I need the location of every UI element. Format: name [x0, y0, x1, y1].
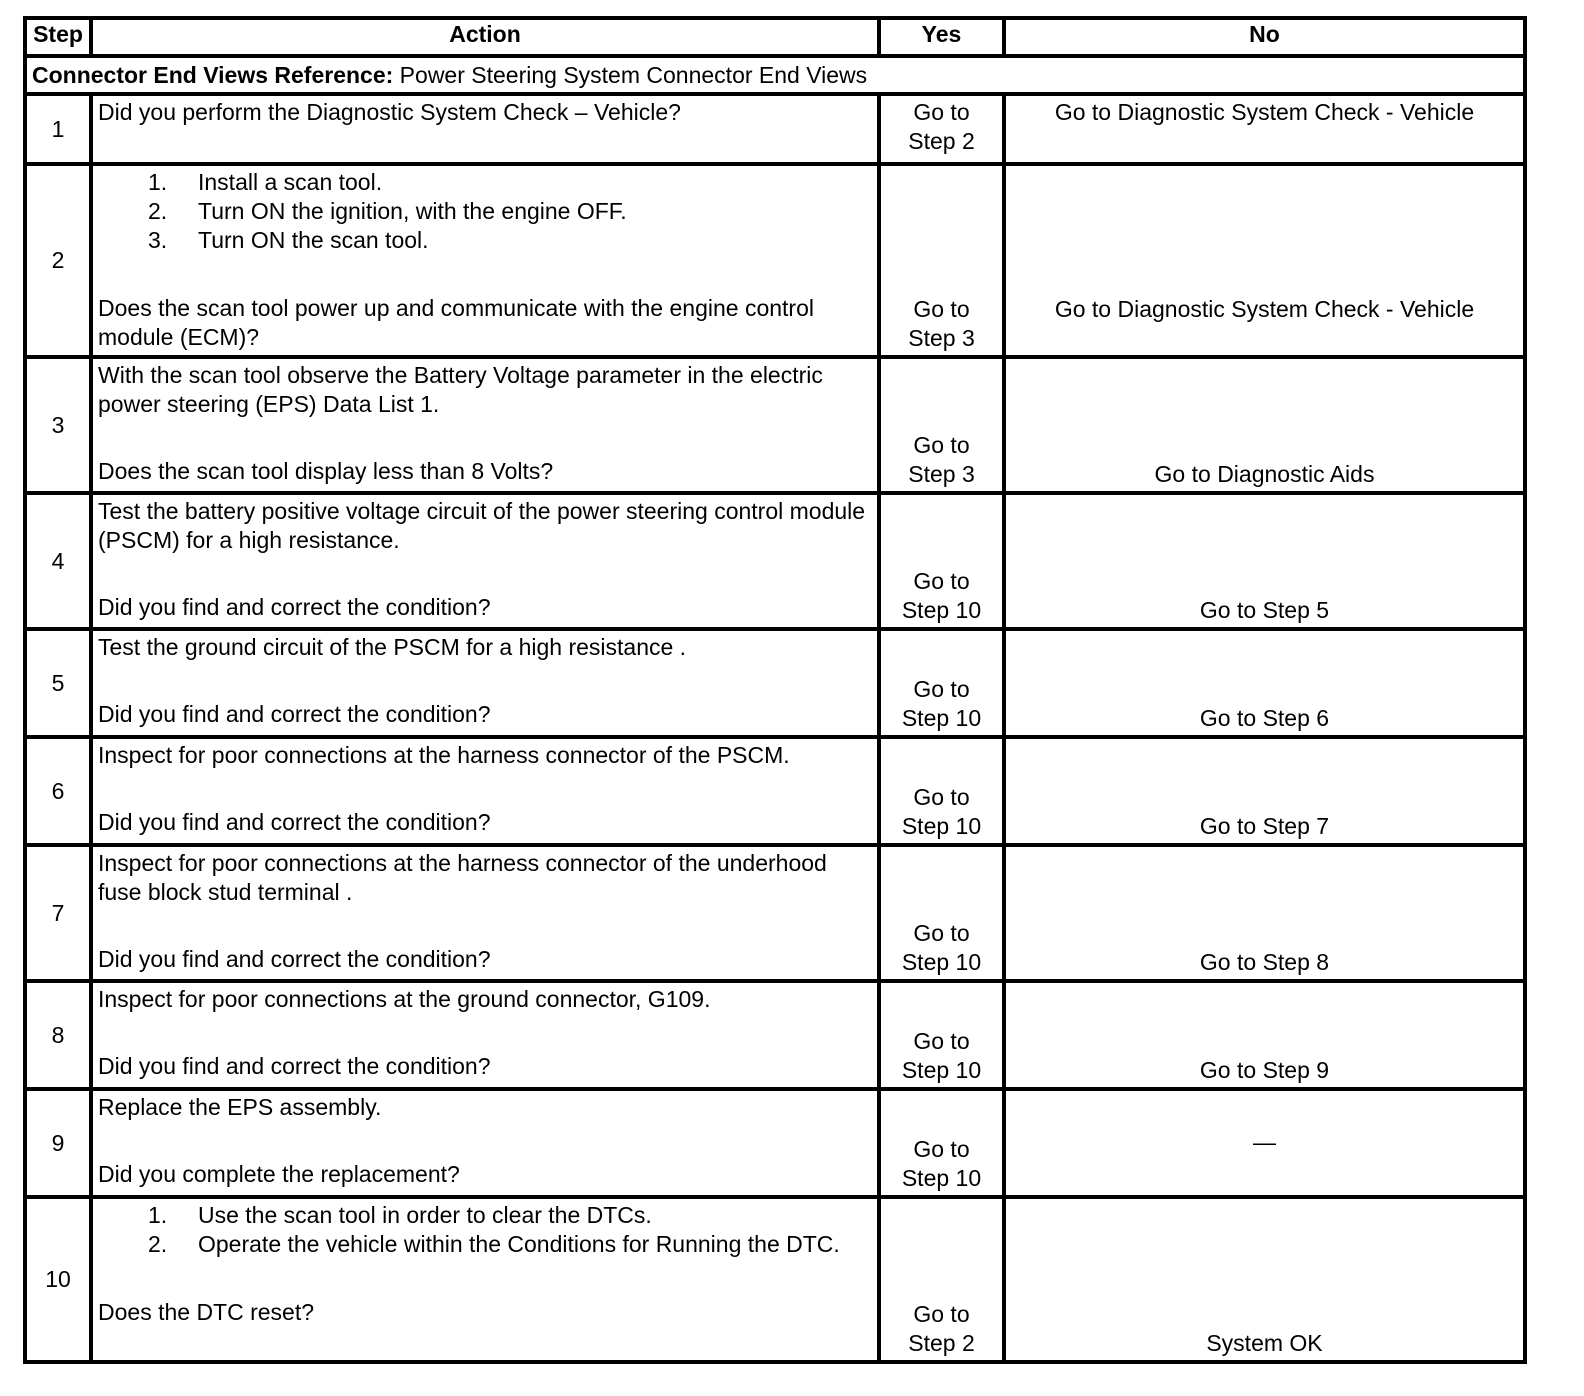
action-question: Does the DTC reset?	[98, 1299, 315, 1325]
list-item-number: 2.	[148, 198, 168, 224]
action-cell	[91, 845, 879, 981]
list-item-number: 2.	[148, 1231, 168, 1257]
table-row	[25, 981, 1525, 1089]
yes-line-2: Step 10	[901, 597, 982, 623]
action-question: Did you perform the Diagnostic System Check – Vehicle?	[98, 99, 681, 125]
yes-line-2: Step 2	[908, 128, 975, 154]
action-cell	[91, 164, 879, 357]
action-instruction: Inspect for poor connections at the ground connector, G109.	[98, 986, 711, 1012]
action-question: Did you find and correct the condition?	[98, 946, 491, 972]
yes-line-1: Go to	[913, 784, 970, 810]
no-cell: —	[1004, 1089, 1525, 1197]
action-question: Did you find and correct the condition?	[98, 594, 491, 620]
yes-cell	[879, 493, 1004, 629]
action-cell	[91, 629, 879, 737]
no-cell: Go to Step 6	[1004, 629, 1525, 737]
action-instruction: Replace the EPS assembly.	[98, 1094, 382, 1120]
action-cell	[91, 981, 879, 1089]
yes-line-2: Step 10	[901, 949, 982, 975]
yes-cell	[879, 629, 1004, 737]
table-row	[25, 737, 1525, 845]
yes-line-1: Go to	[913, 920, 970, 946]
instruction-list	[98, 168, 871, 255]
step-number: 6	[25, 737, 91, 845]
step-number: 10	[25, 1197, 91, 1362]
header-step: Step	[25, 18, 91, 56]
yes-cell	[879, 1089, 1004, 1197]
list-item	[98, 1201, 871, 1230]
table-row	[25, 493, 1525, 629]
yes-cell	[879, 164, 1004, 357]
action-cell	[91, 493, 879, 629]
table-row	[25, 845, 1525, 981]
step-number: 2	[25, 164, 91, 357]
list-item-number: 3.	[148, 227, 168, 253]
action-instruction: Inspect for poor connections at the harness connector of the underhood fuse block stud terminal .	[98, 850, 827, 905]
reference-row	[25, 56, 1525, 94]
yes-line-1: Go to	[913, 676, 970, 702]
no-cell: System OK	[1004, 1197, 1525, 1362]
yes-line-2: Step 3	[908, 461, 975, 487]
header-no: No	[1004, 18, 1525, 56]
step-number: 8	[25, 981, 91, 1089]
yes-line-2: Step 10	[901, 705, 982, 731]
list-item-text: Use the scan tool in order to clear the DTCs.	[198, 1202, 652, 1228]
no-cell: Go to Diagnostic System Check - Vehicle	[1004, 94, 1525, 164]
no-cell: Go to Step 8	[1004, 845, 1525, 981]
list-item	[98, 226, 871, 255]
table-row	[25, 1089, 1525, 1197]
no-cell: Go to Step 5	[1004, 493, 1525, 629]
yes-cell	[879, 357, 1004, 493]
action-cell	[91, 737, 879, 845]
table-row	[25, 629, 1525, 737]
table-row	[25, 1197, 1525, 1362]
yes-line-2: Step 2	[908, 1330, 975, 1356]
yes-line-2: Step 10	[901, 1165, 982, 1191]
yes-cell	[879, 981, 1004, 1089]
instruction-list	[98, 1201, 871, 1259]
yes-line-2: Step 10	[901, 1057, 982, 1083]
action-cell	[91, 94, 879, 164]
step-number: 4	[25, 493, 91, 629]
yes-line-2: Step 3	[908, 325, 975, 351]
reference-label: Connector End Views Reference:	[32, 61, 394, 88]
no-cell	[1004, 164, 1525, 357]
action-question: Does the scan tool display less than 8 Volts?	[98, 458, 554, 484]
yes-cell	[879, 1197, 1004, 1362]
list-item	[98, 197, 871, 226]
action-question: Did you complete the replacement?	[98, 1161, 460, 1187]
action-cell	[91, 1089, 879, 1197]
action-cell	[91, 1197, 879, 1362]
header-yes: Yes	[879, 18, 1004, 56]
list-item-text: Operate the vehicle within the Conditions for Running the DTC.	[198, 1231, 840, 1257]
no-cell: Go to Step 9	[1004, 981, 1525, 1089]
table-row	[25, 94, 1525, 164]
action-question: Did you find and correct the condition?	[98, 1053, 491, 1079]
step-number: 9	[25, 1089, 91, 1197]
list-item	[98, 1230, 871, 1259]
yes-line-1: Go to	[913, 1301, 970, 1327]
list-item	[98, 168, 871, 197]
action-cell	[91, 357, 879, 493]
yes-line-1: Go to	[913, 296, 970, 322]
reference-cell	[25, 56, 1525, 94]
step-number: 1	[25, 94, 91, 164]
yes-cell	[879, 94, 1004, 164]
action-question: Did you find and correct the condition?	[98, 701, 491, 727]
yes-line-1: Go to	[913, 568, 970, 594]
reference-text: Power Steering System Connector End Views	[393, 61, 868, 88]
action-question: Does the scan tool power up and communicate with the engine control module (ECM)?	[98, 295, 814, 350]
action-instruction: Test the ground circuit of the PSCM for a high resistance .	[98, 634, 687, 660]
yes-cell	[879, 845, 1004, 981]
no-cell: Go to Diagnostic Aids	[1004, 357, 1525, 493]
list-item-text: Turn ON the scan tool.	[198, 227, 429, 253]
list-item-text: Install a scan tool.	[198, 169, 383, 195]
step-number: 5	[25, 629, 91, 737]
list-item-text: Turn ON the ignition, with the engine OFF.	[198, 198, 627, 224]
header-row	[25, 18, 1525, 56]
yes-line-1: Go to	[913, 1136, 970, 1162]
table-row	[25, 164, 1525, 357]
action-question: Did you find and correct the condition?	[98, 809, 491, 835]
yes-line-2: Step 10	[901, 813, 982, 839]
yes-line-1: Go to	[913, 99, 970, 125]
step-number: 3	[25, 357, 91, 493]
diagnostic-table	[23, 16, 1527, 1364]
yes-line-1: Go to	[913, 432, 970, 458]
action-instruction: Test the battery positive voltage circuit of the power steering control module (PSCM) for a high resistance.	[98, 498, 866, 553]
yes-line-1: Go to	[913, 1028, 970, 1054]
no-text: Go to Diagnostic System Check - Vehicle	[1054, 296, 1475, 322]
action-instruction: Inspect for poor connections at the harness connector of the PSCM.	[98, 742, 790, 768]
list-item-number: 1.	[148, 169, 168, 195]
step-number: 7	[25, 845, 91, 981]
yes-cell	[879, 737, 1004, 845]
no-cell: Go to Step 7	[1004, 737, 1525, 845]
table-row	[25, 357, 1525, 493]
action-instruction: With the scan tool observe the Battery Voltage parameter in the electric power steering (EPS) Data List 1.	[98, 362, 823, 417]
list-item-number: 1.	[148, 1202, 168, 1228]
header-action: Action	[91, 18, 879, 56]
